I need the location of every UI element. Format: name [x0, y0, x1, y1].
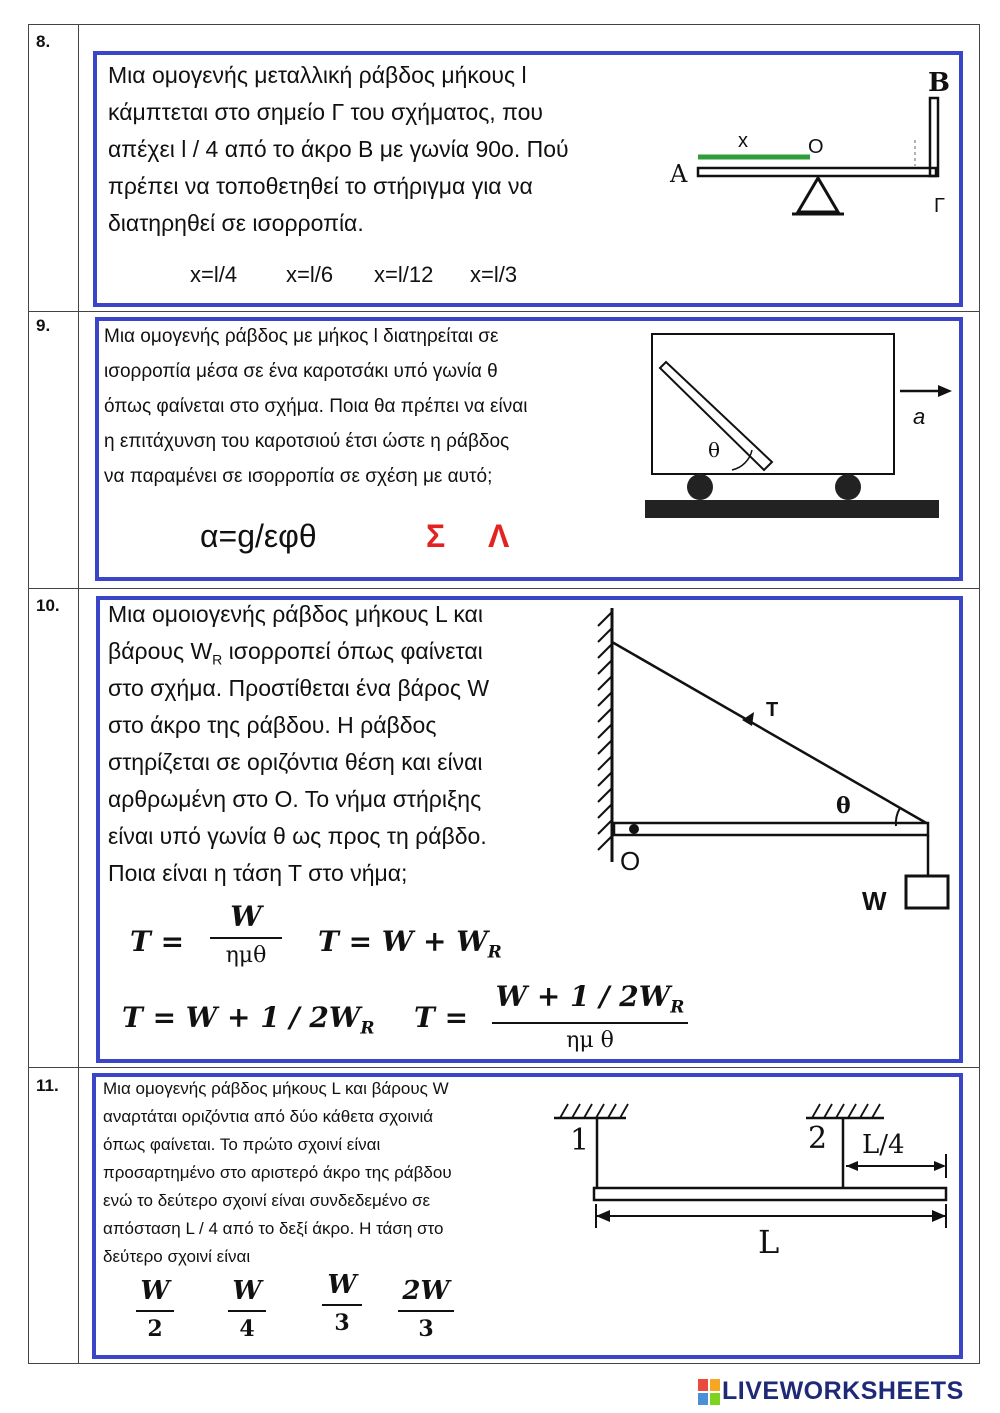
point-b-label: B: [928, 68, 950, 98]
hinge-o-label: O: [620, 846, 641, 876]
question-text-line: αναρτάται οριζόντια από δύο κάθετα σχοινιά: [103, 1107, 434, 1126]
logo-text: LIVEWORKSHEETS: [722, 1377, 964, 1405]
logo-icon: [698, 1379, 720, 1405]
question-text-line: όπως φαίνεται στο σχήμα. Ποια θα πρέπει να είναι: [104, 396, 528, 417]
question-text-line: στο άκρο της ράβδου. Η ράβδος: [108, 712, 437, 738]
question-text-line: ενώ το δεύτερο σχοινί είναι συνδεδεμένο σε: [103, 1191, 431, 1210]
point-g-label: Γ: [934, 195, 946, 217]
formula-option[interactable]: T =: [130, 925, 185, 958]
question-text-line: στο σχήμα. Προστίθεται ένα βάρος W: [108, 675, 490, 701]
question-text-line: Ποια είναι η τάση Τ στο νήμα;: [108, 860, 408, 886]
angle-theta-label: θ: [836, 793, 851, 819]
question-text-line: ισορροπία μέσα σε ένα καροτσάκι υπό γωνία θ: [104, 361, 498, 382]
tension-label: T: [766, 699, 779, 721]
answer-option[interactable]: x=l/12: [374, 262, 434, 287]
question-text-line: απέχει l / 4 από το άκρο Β με γωνία 90ο. Πού: [108, 136, 569, 162]
question-text-line: Μια ομογενής μεταλλική ράβδος μήκους l: [108, 62, 527, 88]
question-text-line: είναι υπό γωνία θ ως προς τη ράβδο.: [108, 823, 487, 849]
formula-fraction: W ημθ: [210, 900, 282, 968]
question-text-line: Μια ομογενής ράβδος με μήκος l διατηρείται σε: [104, 326, 499, 347]
statement-formula: α=g/εφθ: [200, 518, 317, 554]
question-number: 11.: [36, 1076, 59, 1095]
weight-w-label: W: [862, 886, 887, 916]
answer-option[interactable]: x=l/6: [286, 262, 334, 287]
question-number: 10.: [36, 596, 60, 615]
question-text-line: δεύτερο σχοινί είναι: [103, 1247, 251, 1266]
false-button[interactable]: Λ: [488, 518, 510, 554]
question-text-line: αρθρωμένη στο Ο. Το νήμα στήριξης: [108, 786, 482, 812]
point-a-label: A: [670, 160, 688, 188]
question-text-line: Μια ομοιογενής ράβδος μήκους L και: [108, 601, 483, 627]
answer-option[interactable]: W 4: [228, 1276, 266, 1342]
answer-option[interactable]: W 3: [322, 1270, 362, 1336]
question-text-line: να παραμένει σε ισορροπία σε σχέση με αυτό;: [104, 466, 493, 487]
formula-option[interactable]: $T = W + W_R$: [318, 925, 502, 963]
question-text-line: απόσταση L / 4 από το δεξί άκρο. Η τάση στο: [103, 1219, 444, 1238]
question-text-line: Μια ομογενής ράβδος μήκους L και βάρους W: [103, 1079, 449, 1098]
question-text-line: κάμπτεται στο σημείο Γ του σχήματος, που: [108, 99, 543, 125]
answer-option[interactable]: W 2: [136, 1276, 174, 1342]
angle-theta-label: θ: [708, 438, 721, 462]
quarter-length-label: L/4: [862, 1130, 905, 1160]
answer-option[interactable]: x=l/3: [470, 262, 518, 287]
rod: [594, 1188, 946, 1200]
question-text-line: όπως φαίνεται. Το πρώτο σχοινί είναι: [103, 1135, 381, 1154]
question-text-line: διατηρηθεί σε ισορροπία.: [108, 210, 364, 236]
question-text-line: προσαρτημένο στο αριστερό άκρο της ράβδου: [103, 1163, 452, 1182]
string-1-label: 1: [570, 1123, 590, 1158]
liveworksheets-logo[interactable]: [698, 1377, 994, 1407]
formula-fraction: $W + 1 / 2W_R$ ημ θ: [492, 980, 688, 1053]
question-number: 9.: [36, 316, 51, 335]
question-text-line: πρέπει να τοποθετηθεί το στήριγμα για να: [108, 173, 533, 199]
question-number: 8.: [36, 32, 51, 51]
acceleration-label: a: [913, 404, 926, 429]
answer-option[interactable]: x=l/4: [190, 262, 238, 287]
question-text-line: η επιτάχυνση του καροτσιού έτσι ώστε η ράβδος: [104, 431, 510, 452]
formula-option[interactable]: $T = W + 1 / 2W_R$: [122, 1001, 375, 1039]
answer-option[interactable]: 2W 3: [398, 1276, 454, 1342]
length-label: L: [758, 1223, 780, 1261]
question-text-line: βάρους $W_R$ ισορροπεί όπως φαίνεται: [108, 638, 483, 668]
point-o-label: O: [808, 136, 824, 158]
distance-x-label: x: [738, 130, 748, 152]
true-button[interactable]: Σ: [426, 518, 446, 554]
formula-option[interactable]: T =: [414, 1001, 469, 1034]
question-text-line: στηρίζεται σε οριζόντια θέση και είναι: [108, 749, 483, 775]
string-2-label: 2: [808, 1121, 828, 1156]
